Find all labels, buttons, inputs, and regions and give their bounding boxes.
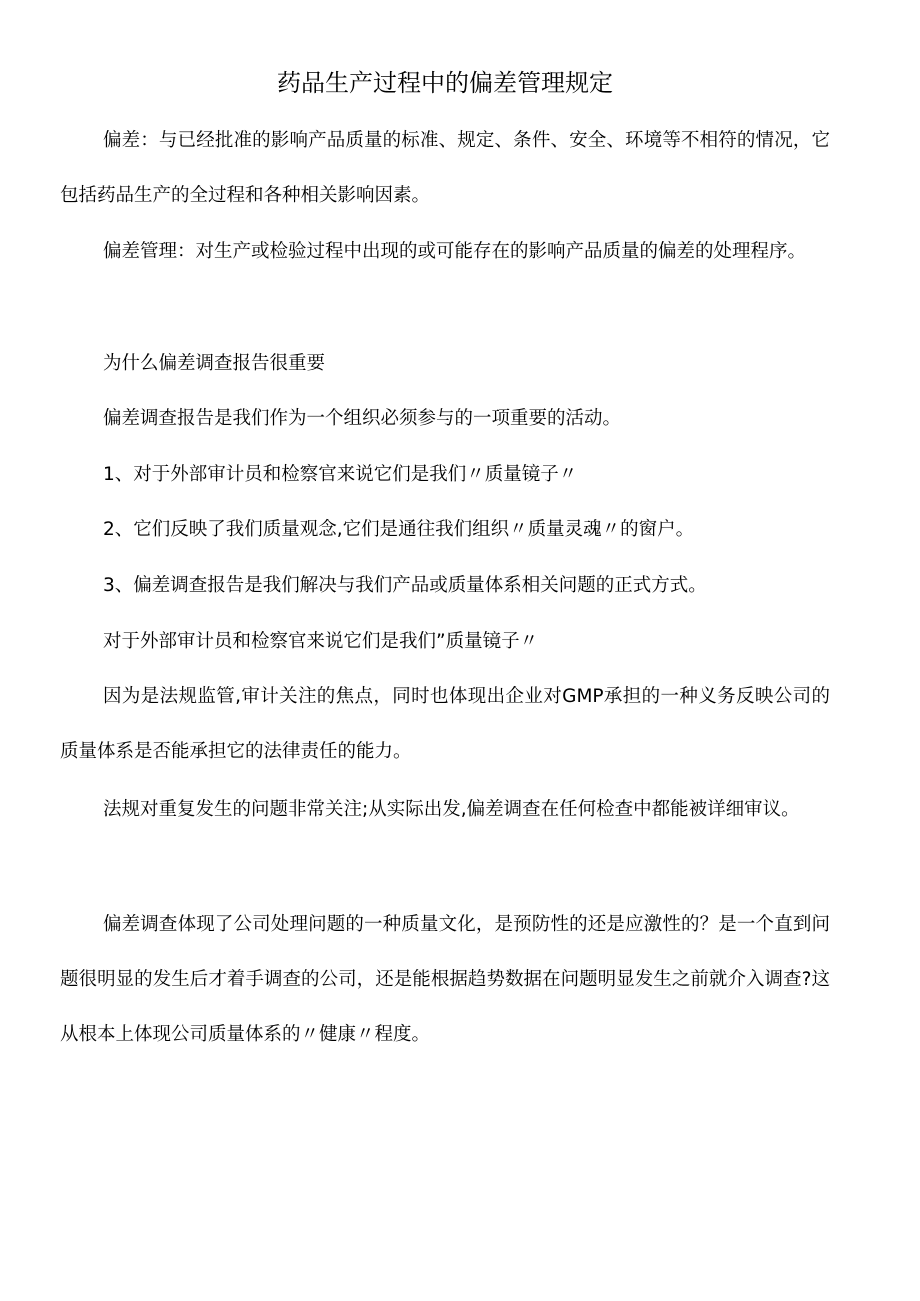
paragraph-report-activity: 偏差调查报告是我们作为一个组织必须参与的一项重要的活动。 (103, 408, 622, 429)
paragraph-deviation-definition: 偏差：与已经批准的影响产品质量的标准、规定、条件、安全、环境等不相符的情况，它包括药品生产的全过程和各种相关影响因素。 (60, 130, 830, 206)
paragraph-point-3: 3、偏差调查报告是我们解决与我们产品或质量体系相关问题的正式方式。 (103, 575, 707, 596)
paragraph-point-1: 1、对于外部审计员和检察官来说它们是我们〃质量镜子〃 (103, 464, 578, 485)
paragraph-quality-mirror: 对于外部审计员和检察官来说它们是我们”质量镜子〃 (103, 631, 539, 652)
document-title: 药品生产过程中的偏差管理规定 (277, 69, 613, 97)
paragraph-why-important-heading: 为什么偏差调查报告很重要 (103, 353, 326, 374)
paragraph-regulatory-focus: 因为是法规监管,审计关注的焦点，同时也体现出企业对GMP承担的一种义务反映公司的质量体系是否能承担它的法律责任的能力。 (60, 686, 830, 762)
paragraph-repeat-issues: 法规对重复发生的问题非常关注;从实际出发,偏差调查在任何检查中都能被详细审议。 (103, 799, 800, 820)
paragraph-deviation-management: 偏差管理：对生产或检验过程中出现的或可能存在的影响产品质量的偏差的处理程序。 (103, 241, 807, 262)
paragraph-point-2: 2、它们反映了我们质量观念,它们是通往我们组织〃质量灵魂〃的窗户。 (103, 519, 695, 540)
paragraph-quality-culture: 偏差调查体现了公司处理问题的一种质量文化，是预防性的还是应激性的？是一个直到问题很明显的发生后才着手调查的公司，还是能根据趋势数据在问题明显发生之前就介入调查?这从根本上体现公司质量体系的〃健康〃程度。 (60, 914, 830, 1045)
